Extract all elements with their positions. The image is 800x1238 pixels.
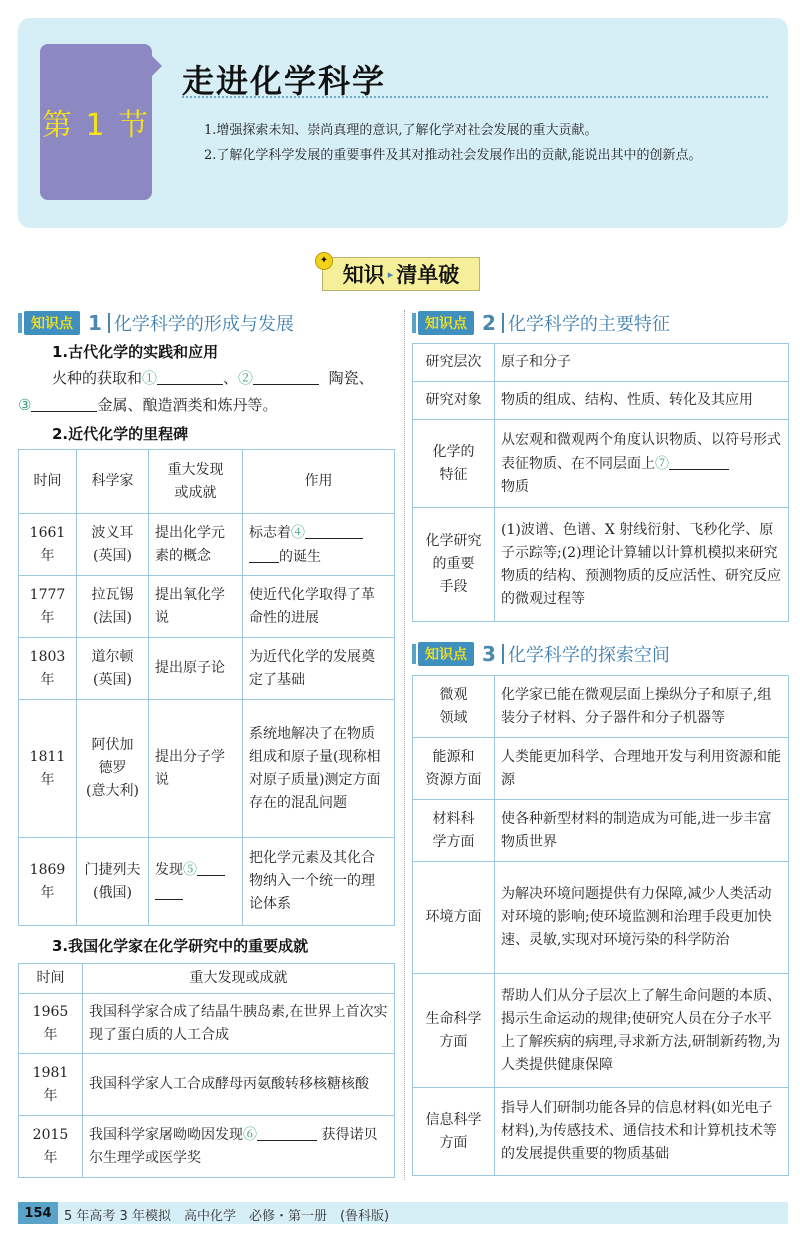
ancient-line-2: [18, 392, 394, 418]
kp-title: 化学科学的主要特征: [507, 314, 670, 335]
blank-marker: ②: [238, 369, 254, 387]
fill-blank: [155, 882, 183, 900]
kp-bar: [502, 313, 504, 333]
cell: 为解决环境问题提供有力保障,减少人类活动对环境的影响;使环境监测和治理手段更加快速、灵敏,实现对环境污染的科学防治: [495, 862, 789, 974]
table-header-row: [19, 964, 395, 994]
blank-marker: ①: [142, 369, 158, 387]
sub-heading: 3.我国化学家在化学研究中的重要成就: [52, 937, 309, 955]
kp-number: 1: [88, 311, 102, 335]
kp3-heading: [412, 641, 670, 667]
goal-item: 1.增强探索未知、崇尚真理的意识,了解化学对社会发展的重大贡献。: [204, 123, 598, 138]
cell: 提出氧化学说: [149, 576, 243, 638]
cell: 原子和分子: [495, 344, 789, 382]
table-row: [413, 344, 789, 382]
cell: 提出原子论: [149, 638, 243, 700]
table-row: [19, 700, 395, 838]
text: 从宏观和微观两个角度认识物质、以符号形式表征物质、在不同层面上: [501, 431, 781, 472]
cell: 指导人们研制功能各异的信息材料(如光电子材料),为传感技术、通信技术和计算机技术等的发展提供重要的物质基础: [495, 1088, 789, 1176]
table-row: [19, 514, 395, 576]
cell: [495, 420, 789, 508]
kp-stripe: [18, 313, 22, 333]
cell: 为近代化学的发展奠定了基础: [243, 638, 395, 700]
cell: 提出分子学说: [149, 700, 243, 838]
cell: 拉瓦锡 (法国): [77, 576, 149, 638]
table-row: [19, 638, 395, 700]
cell: 1777 年: [19, 576, 77, 638]
row-label: 微观 领域: [413, 676, 495, 738]
row-label: 信息科学 方面: [413, 1088, 495, 1176]
cell: 1869 年: [19, 838, 77, 926]
col-header: 时间: [19, 450, 77, 514]
row-label: 环境方面: [413, 862, 495, 974]
cell: 门捷列夫 (俄国): [77, 838, 149, 926]
modern-milestones-table: [18, 449, 395, 926]
table-row: [413, 738, 789, 800]
text: 物质: [501, 478, 529, 495]
cell: [243, 514, 395, 576]
kp2-heading: [412, 310, 670, 336]
row-label: 能源和 资源方面: [413, 738, 495, 800]
cell: (1)波谱、色谱、X 射线衍射、飞秒化学、原子示踪等;(2)理论计算辅以计算机模拟来研究物质的结构、预测物质的反应活性、研究反应的微观过程等: [495, 508, 789, 622]
cell: 阿伏加 德罗 (意大利): [77, 700, 149, 838]
kp-bar: [108, 313, 110, 333]
page-footer: [0, 1196, 800, 1228]
cell: 提出化学元素的概念: [149, 514, 243, 576]
kp-stripe: [412, 644, 416, 664]
learning-goals: [204, 118, 702, 168]
lightbulb-icon: ✦: [315, 252, 333, 270]
section-badge: [40, 44, 152, 200]
text: 发现: [155, 861, 183, 878]
cell: 1811 年: [19, 700, 77, 838]
cell: 物质的组成、结构、性质、转化及其应用: [495, 382, 789, 420]
table-row: [19, 994, 395, 1054]
kp-number: 2: [482, 311, 496, 335]
fill-blank: [257, 1123, 317, 1141]
exploration-table: [412, 675, 789, 1176]
column-divider: [404, 310, 405, 1180]
table-row: [19, 1054, 395, 1116]
table-row: [413, 676, 789, 738]
text: 我国科学家屠呦呦因发现: [89, 1127, 243, 1143]
cell: 我国科学家合成了结晶牛胰岛素,在世界上首次实现了蛋白质的人工合成: [83, 994, 395, 1054]
page-title: 走进化学科学: [182, 62, 387, 100]
goal-item: 2.了解化学科学发展的重要事件及其对推动社会发展作出的贡献,能说出其中的创新点。: [204, 148, 702, 163]
table-row: [413, 508, 789, 622]
ancient-line-1: 火种的获取和① 、② 陶瓷、: [52, 369, 374, 387]
table-row: [413, 862, 789, 974]
table-row: [413, 382, 789, 420]
cell: 2015 年: [19, 1116, 83, 1178]
text: 标志着: [249, 524, 291, 541]
banner-left: 知识: [342, 263, 385, 287]
cell: 1965 年: [19, 994, 83, 1054]
banner-right: 清单破: [396, 263, 460, 287]
kp-tag: 知识点: [418, 311, 474, 335]
cell: 波义耳 (英国): [77, 514, 149, 576]
triangle-icon: ▸: [387, 267, 394, 281]
cell: 使近代化学取得了革命性的进展: [243, 576, 395, 638]
cell: 道尔顿 (英国): [77, 638, 149, 700]
cell: 1803 年: [19, 638, 77, 700]
text: 金属、酿造酒类和炼丹等。: [97, 396, 278, 414]
cell: [149, 838, 243, 926]
characteristics-table: [412, 343, 789, 622]
kp-title: 化学科学的形成与发展: [113, 314, 294, 335]
sub-heading: 1.古代化学的实践和应用: [52, 343, 219, 361]
text: 火种的获取和: [52, 369, 143, 387]
table-row: [413, 420, 789, 508]
fill-blank: [253, 367, 319, 385]
blank-marker: ⑥: [243, 1127, 257, 1143]
kp1-heading: [18, 310, 294, 336]
fill-blank: [305, 521, 363, 539]
row-label: 研究对象: [413, 382, 495, 420]
kp-title: 化学科学的探索空间: [507, 645, 670, 666]
china-achievements-table: [18, 963, 395, 1178]
col-header: 作用: [243, 450, 395, 514]
section-label: 第 1 节: [41, 108, 151, 143]
row-label: 生命科学 方面: [413, 974, 495, 1088]
cell: 1661 年: [19, 514, 77, 576]
kp-stripe: [412, 313, 416, 333]
knowledge-banner: [319, 255, 480, 291]
page-number: 154: [18, 1202, 58, 1224]
cell: 帮助人们从分子层次上了解生命问题的本质、揭示生命运动的规律;使研究人员在分子水平上了解疾病的病理,寻求新方法,研制新药物,为人类提供健康保障: [495, 974, 789, 1088]
title-divider: [182, 96, 768, 98]
kp-bar: [502, 644, 504, 664]
cell: [83, 1116, 395, 1178]
table-header-row: [19, 450, 395, 514]
footer-text: 5 年高考 3 年模拟 高中化学 必修・第一册 (鲁科版): [64, 1209, 390, 1224]
fill-blank: [249, 545, 279, 563]
kp-number: 3: [482, 642, 496, 666]
fill-blank: [197, 858, 225, 876]
kp-tag: 知识点: [24, 311, 80, 335]
table-row: [413, 800, 789, 862]
table-row: [413, 1088, 789, 1176]
fill-blank: [31, 394, 97, 412]
cell: 使各种新型材料的制造成为可能,进一步丰富物质世界: [495, 800, 789, 862]
fill-blank: [157, 367, 223, 385]
col-header: 重大发现 或成就: [149, 450, 243, 514]
table-row: [413, 974, 789, 1088]
text: 获得诺贝尔生理学或医学奖: [89, 1127, 378, 1166]
cell: 系统地解决了在物质组成和原子量(现称相对原子质量)测定方面存在的混乱问题: [243, 700, 395, 838]
sub-heading: 2.近代化学的里程碑: [52, 425, 189, 443]
table-row: [19, 1116, 395, 1178]
cell: 我国科学家人工合成酵母丙氨酸转移核糖核酸: [83, 1054, 395, 1116]
blank-marker: ⑤: [183, 861, 197, 878]
col-header: 时间: [19, 964, 83, 994]
fill-blank: [669, 452, 729, 470]
table-row: [19, 576, 395, 638]
col-header: 科学家: [77, 450, 149, 514]
row-label: 化学研究 的重要 手段: [413, 508, 495, 622]
cell: 1981 年: [19, 1054, 83, 1116]
kp-tag: 知识点: [418, 642, 474, 666]
row-label: 研究层次: [413, 344, 495, 382]
cell: 人类能更加科学、合理地开发与利用资源和能源: [495, 738, 789, 800]
text: 陶瓷、: [328, 369, 374, 387]
row-label: 材料科 学方面: [413, 800, 495, 862]
blank-marker: ③: [18, 396, 32, 414]
blank-marker: ④: [291, 524, 305, 541]
table-row: [19, 838, 395, 926]
row-label: 化学的 特征: [413, 420, 495, 508]
cell: 把化学元素及其化合物纳入一个统一的理论体系: [243, 838, 395, 926]
text: 的诞生: [279, 548, 321, 565]
blank-marker: ⑦: [655, 455, 669, 472]
col-header: 重大发现或成就: [83, 964, 395, 994]
cell: 化学家已能在微观层面上操纵分子和原子,组装分子材料、分子器件和分子机器等: [495, 676, 789, 738]
